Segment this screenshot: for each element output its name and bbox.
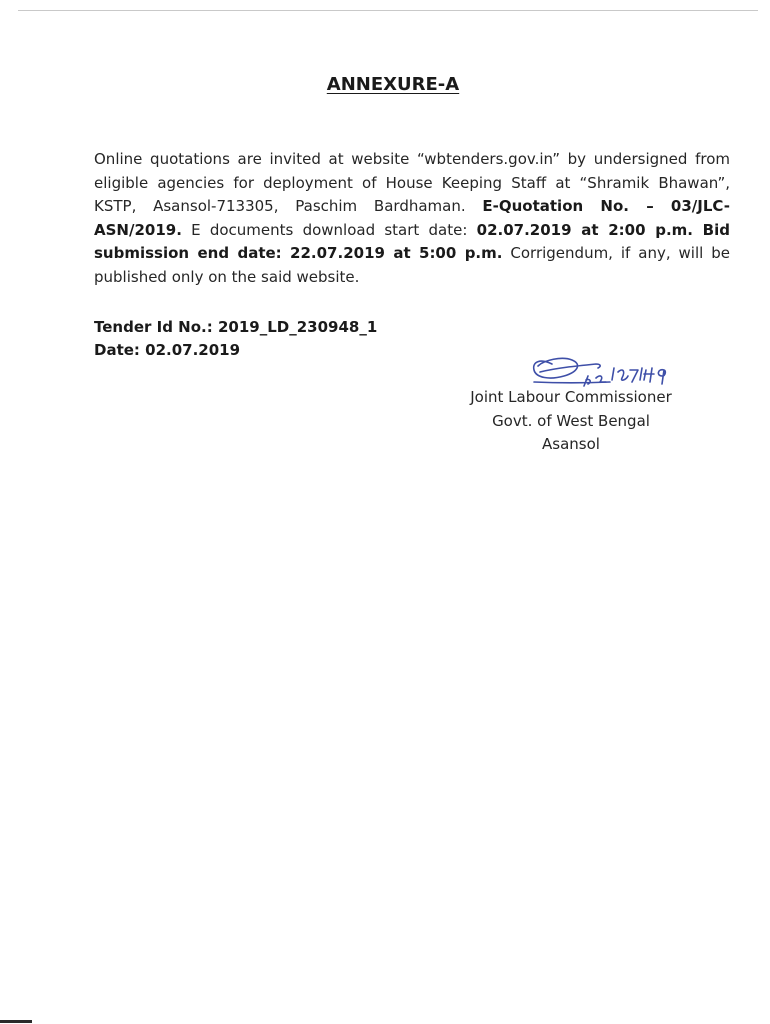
notice-text-part-3: Corrigendum, if any, will be published only on the said website. xyxy=(94,244,730,286)
signatory-location: Asansol xyxy=(542,435,600,453)
scan-border-line xyxy=(18,10,758,11)
scan-edge-mark xyxy=(0,1020,32,1023)
signatory-designation: Joint Labour Commissioner xyxy=(470,388,672,406)
notice-date: Date: 02.07.2019 xyxy=(94,341,241,359)
notice-body xyxy=(94,148,730,289)
signatory-department: Govt. of West Bengal xyxy=(492,411,650,430)
notice-text-part-2: E documents download start date: xyxy=(181,220,477,239)
notice-text-part-1: Online quotations are invited at website “wbtenders.gov.in” by undersigned from eligible agencies for deployment of House Keeping Staff at “Shramik Bhawan”, KSTP, Asansol-713305, Paschim Bardhaman. xyxy=(94,150,730,215)
document-title: ANNEXURE-A xyxy=(326,74,460,95)
tender-id: Tender Id No.: 2019_LD_230948_1 xyxy=(94,318,378,336)
tender-info xyxy=(94,316,377,362)
signatory-block xyxy=(446,386,696,457)
quotation-number: E-Quotation No. – 03/JLC-ASN/2019. xyxy=(94,197,730,239)
bid-dates: 02.07.2019 at 2:00 p.m. Bid submission end date: 22.07.2019 at 5:00 p.m. xyxy=(94,220,730,262)
